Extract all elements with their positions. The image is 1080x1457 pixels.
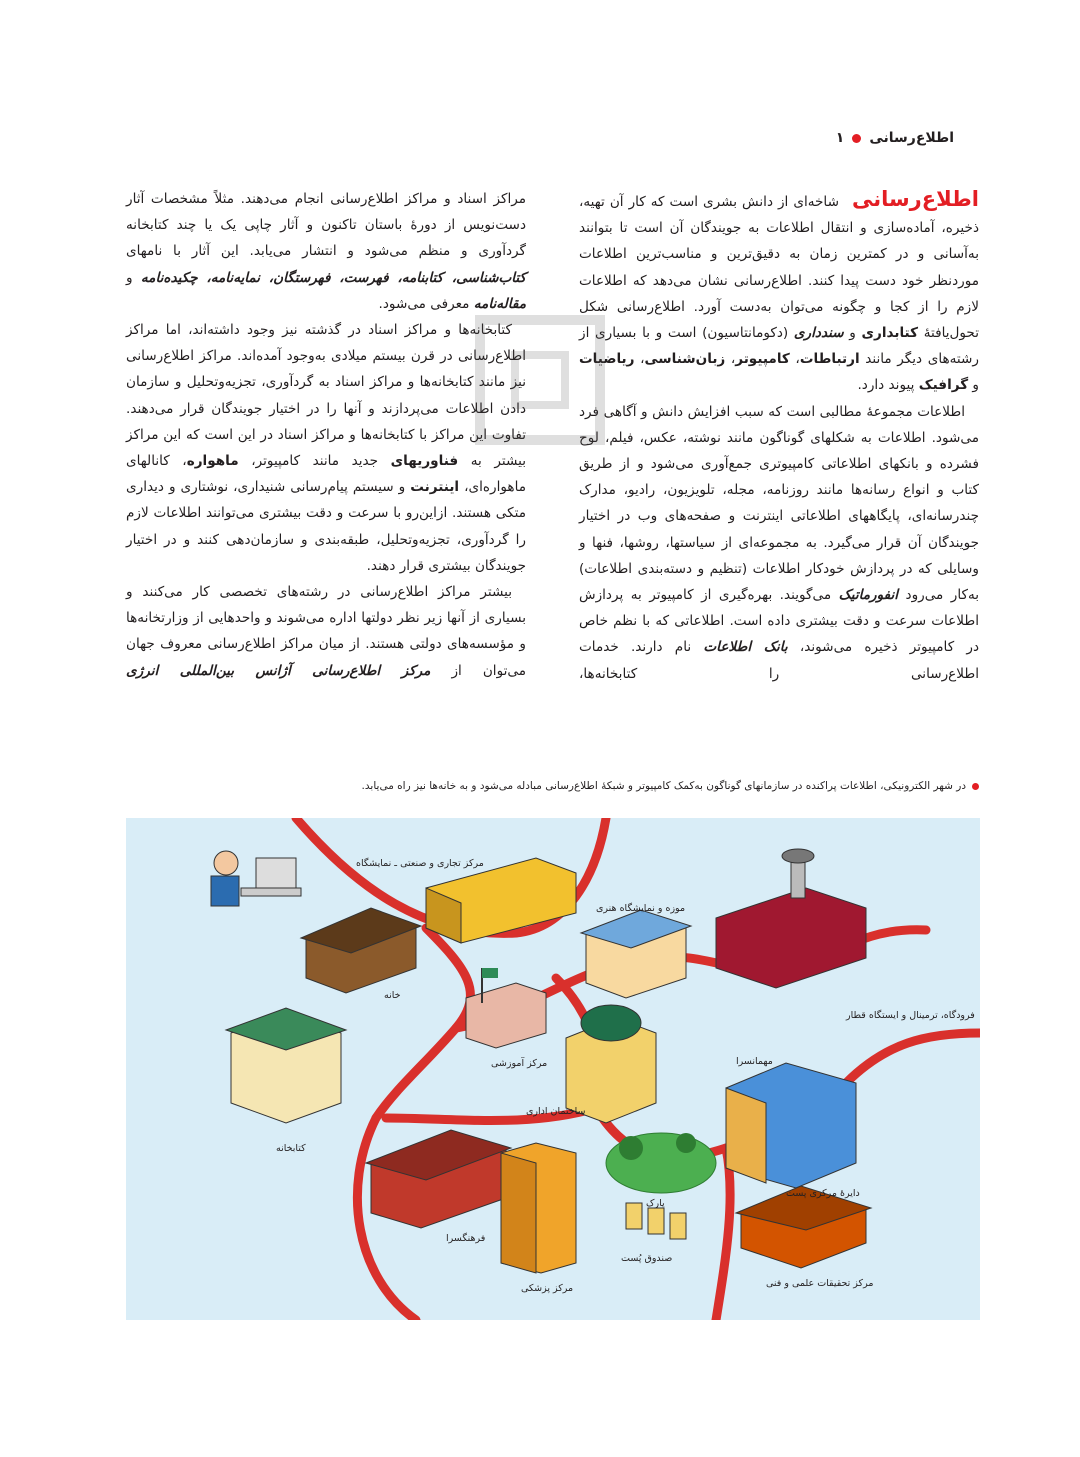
park-area	[606, 1133, 716, 1193]
label-medical: مرکز پزشکی	[521, 1283, 574, 1294]
label-airport: فرودگاه، ترمینال و ایستگاه قطار	[846, 1010, 975, 1021]
city-map-illustration	[126, 818, 980, 1320]
paragraph: اطلاع‌رسانی شاخه‌ای از دانش بشری است که کار آن تهیه، ذخیره، آماده‌سازی و انتقال اطلاعات به جویندگان آن است تا بتوانند به‌آسانی و در کمترین زمان به دقیق‌ترین و مناسب‌ترین اطلاعات موردنظر خود دست پیدا کنند. اطلاع‌رسانی نشان می‌دهد که اطلاعات لازم را از کجا و چگونه می‌توان به‌دست آورد. اطلاع‌رسانی شکل تحول‌یافتهٔ کتابداری و سندداری (دکومانتاسیون) است و با بسیاری از رشته‌های دیگر مانند ارتباطات، کامپیوتر، زبان‌شناسی، ریاضیات و گرافیک پیوند دارد.	[579, 187, 979, 394]
hotel-post-building	[726, 1063, 856, 1188]
right-column	[579, 186, 979, 687]
label-education: مرکز آموزشی	[491, 1058, 548, 1069]
map-drawing	[126, 818, 980, 1320]
page-header	[126, 126, 954, 150]
museum-building	[581, 910, 691, 998]
person-at-computer-icon	[211, 851, 301, 906]
label-park: پارک	[646, 1198, 665, 1209]
label-research: مرکز تحقیقات علمی و فنی	[766, 1278, 874, 1289]
figure-caption: در شهر الکترونیکی، اطلاعات پراکنده در سازمانهای گوناگون به‌کمک کامپیوتر و شبکهٔ اطلاع‌رسانی مبادله می‌شود و به خانه‌ها نیز راه می‌یابد.	[119, 780, 979, 792]
trade-center-building	[426, 858, 576, 943]
culture-house-building	[366, 1130, 511, 1228]
caption-dot-icon	[972, 783, 979, 790]
paragraph: اطلاعات مجموعهٔ مطالبی است که سبب افزایش دانش و آگاهی فرد می‌شود. اطلاعات به شکلهای گوناگون مانند نوشته، عکس، فیلم، لوح فشرده و بانکهای اطلاعاتی کامپیوتری جمع‌آوری می‌شود و از طریق کتاب و انواع رسانه‌ها مانند روزنامه، مجله، تلویزیون، رادیو، مدارک چندرسانه‌ای، پایگاههای اطلاعاتی اینترنت و صفحه‌های وب در اختیار جویندگان آن قرار می‌گیرد. به مجموعه‌ای از سیاستها، روشها، فنها و وسایلی که در پردازش خودکار اطلاعات (تنظیم و دسته‌بندی اطلاعات) به‌کار می‌رود انفورماتیک می‌گویند. بهره‌گیری از کامپیوتر به پردازش اطلاعات سرعت و دقت بیشتری داده است. اطلاعاتی که با نظم خاص در کامپیوتر ذخیره می‌شوند، بانک اطلاعات نام دارند. خدمات اطلاع‌رسانی را کتابخانه‌ها،	[579, 403, 980, 682]
house-building	[301, 908, 421, 993]
library-building	[226, 1008, 346, 1123]
header-title: اطلاع‌رسانی	[869, 130, 954, 146]
paragraph: بیشتر مراکز اطلاع‌رسانی در رشته‌های تخصصی کار می‌کنند و بسیاری از آنها زیر نظر دولتها اداره می‌شوند و واحدهایی از وزارتخانه‌ها و مؤسسه‌های دولتی هستند. از میان مراکز اطلاع‌رسانی معروف جهان می‌توان از مرکز اطلاع‌رسانی آژانس بین‌المللی انرژی	[126, 584, 527, 679]
label-home: خانه	[384, 990, 401, 1001]
paragraph: کتابخانه‌ها و مراکز اسناد در گذشته نیز وجود داشته‌اند، اما مراکز اطلاع‌رسانی در قرن بیستم میلادی به‌وجود آمده‌اند. مراکز اطلاع‌رسانی نیز مانند کتابخانه‌ها و مراکز اسناد به گردآوری، تجزیه‌وتحلیل و سازمان دادن اطلاعات می‌پردازند و آنها را در اختیار جویندگان قرار می‌دهند. تفاوت این مراکز با کتابخانه‌ها و مراکز اسناد در این است که این مراکز بیشتر به فناوریهای جدید مانند کامپیوتر، ماهواره، کانالهای ماهواره‌ای، اینترنت و سیستم پیام‌رسانی شنیداری، نوشتاری و دیداری متکی هستند. ازاین‌رو با سرعت و دقت بیشتری می‌توانند اطلاعات لازم را گردآوری، تجزیه‌وتحلیل، طبقه‌بندی و سازمان‌دهی کنند و در اختیار جویندگان بیشتری قرار دهند.	[126, 322, 527, 574]
label-culture: فرهنگسرا	[446, 1233, 486, 1244]
page-number: ۱	[835, 130, 845, 146]
label-postbox: صندوق پُست	[621, 1253, 673, 1264]
medical-center-building	[501, 1143, 576, 1273]
label-post: دایرهٔ مرکزی پست	[786, 1188, 860, 1199]
education-center-building	[466, 968, 546, 1048]
label-museum: موزه و نمایشگاه هنری	[596, 903, 686, 914]
header-dot-icon	[852, 134, 861, 143]
label-library: کتابخانه	[276, 1143, 306, 1154]
airport-building	[716, 849, 866, 988]
term-title: اطلاع‌رسانی	[851, 187, 979, 211]
paragraph: مراکز اسناد و مراکز اطلاع‌رسانی انجام می‌دهند. مثلاً مشخصات آثار دست‌نویس از دورهٔ باستان تاکنون و آثار چاپی یک یا چند کتابخانه گردآوری و منظم می‌شود و انتشار می‌یابد. این آثار با نامهای کتاب‌شناسی، کتابنامه، فهرست، فهرستگان، نمایه‌نامه، چکیده‌نامه و مقاله‌نامه معرفی می‌شود.	[126, 191, 526, 312]
label-trade-center: مرکز تجاری و صنعتی ـ نمایشگاه	[356, 858, 484, 869]
label-hotel: مهمانسرا	[736, 1056, 773, 1067]
watermark-stamp-icon	[460, 300, 620, 460]
label-office: ساختمان اداری	[526, 1106, 586, 1117]
